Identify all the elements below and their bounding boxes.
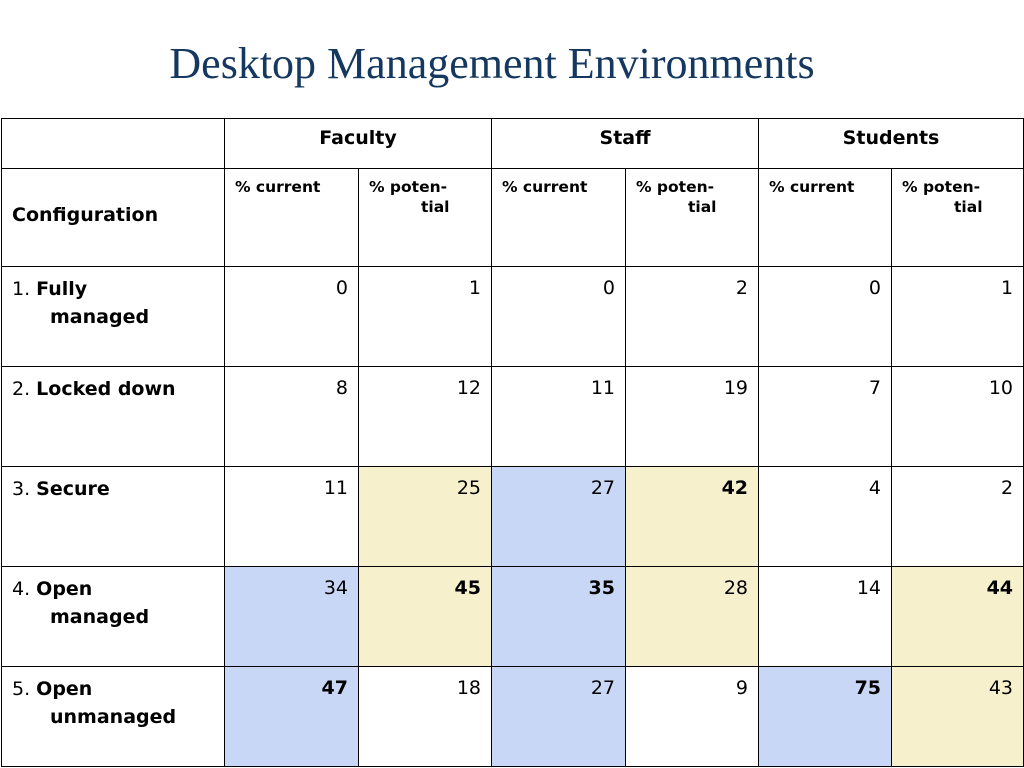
corner-cell: [2, 119, 225, 169]
group-header-faculty: Faculty: [225, 119, 492, 169]
sub-header-faculty-current: [225, 169, 359, 267]
cell-value-highlight: 27: [492, 667, 626, 767]
sub-header-staff-potential: [626, 169, 759, 267]
cell-value: 0: [225, 267, 359, 367]
cell-value: 12: [359, 367, 492, 467]
row-name: Secure: [36, 478, 110, 500]
cell-value: 0: [492, 267, 626, 367]
cell-value: 19: [626, 367, 759, 467]
sub-header-line: tial: [954, 198, 983, 216]
table-row: [2, 567, 1024, 667]
sub-header-row: [2, 169, 1024, 267]
cell-value: 9: [626, 667, 759, 767]
table-row: [2, 367, 1024, 467]
sub-header-faculty-potential: [359, 169, 492, 267]
row-name-line2: managed: [50, 306, 150, 328]
cell-value: 1: [359, 267, 492, 367]
row-number: 3.: [12, 478, 37, 500]
cell-value-highlight: 25: [359, 467, 492, 567]
sub-header-line: % poten-: [636, 178, 715, 196]
row-label-fully-managed: [2, 267, 225, 367]
cell-value: 1: [892, 267, 1024, 367]
row-label-locked-down: [2, 367, 225, 467]
row-name: Fully: [36, 278, 88, 300]
cell-value-highlight: 47: [225, 667, 359, 767]
cell-value: 2: [626, 267, 759, 367]
row-label-open-unmanaged: [2, 667, 225, 767]
sub-header-line: % current: [769, 178, 855, 196]
cell-value-highlight: 34: [225, 567, 359, 667]
cell-value-highlight: 42: [626, 467, 759, 567]
row-number: 2.: [12, 378, 37, 400]
cell-value-highlight: 45: [359, 567, 492, 667]
cell-value: 4: [759, 467, 892, 567]
sub-header-line: tial: [421, 198, 450, 216]
cell-value: 11: [225, 467, 359, 567]
cell-value-highlight: 44: [892, 567, 1024, 667]
cell-value-highlight: 28: [626, 567, 759, 667]
cell-value: 2: [892, 467, 1024, 567]
group-header-staff: Staff: [492, 119, 759, 169]
cell-value: 0: [759, 267, 892, 367]
row-name-line2: managed: [50, 606, 150, 628]
row-name: Open: [36, 578, 93, 600]
cell-value-highlight: 43: [892, 667, 1024, 767]
row-name: Locked down: [36, 378, 176, 400]
cell-value-highlight: 35: [492, 567, 626, 667]
page-title: Desktop Management Environments: [169, 39, 815, 88]
sub-header-line: % poten-: [902, 178, 981, 196]
sub-header-staff-current: [492, 169, 626, 267]
row-label-open-managed: [2, 567, 225, 667]
row-number: 1.: [12, 278, 37, 300]
cell-value-highlight: 27: [492, 467, 626, 567]
table-row: [2, 467, 1024, 567]
table-row: [2, 667, 1024, 767]
row-label-secure: [2, 467, 225, 567]
cell-value: 11: [492, 367, 626, 467]
sub-header-students-current: [759, 169, 892, 267]
row-number: 5.: [12, 678, 37, 700]
data-table: [1, 118, 1024, 767]
sub-header-students-potential: [892, 169, 1024, 267]
sub-header-line: % poten-: [369, 178, 448, 196]
group-header-row: [2, 119, 1024, 169]
sub-header-line: tial: [688, 198, 717, 216]
row-name: Open: [36, 678, 93, 700]
cell-value: 18: [359, 667, 492, 767]
table-row: [2, 267, 1024, 367]
cell-value: 14: [759, 567, 892, 667]
row-name-line2: unmanaged: [50, 706, 177, 728]
configuration-header: Configuration: [2, 169, 225, 267]
cell-value-highlight: 75: [759, 667, 892, 767]
cell-value: 7: [759, 367, 892, 467]
cell-value: 10: [892, 367, 1024, 467]
sub-header-line: % current: [502, 178, 588, 196]
cell-value: 8: [225, 367, 359, 467]
sub-header-line: % current: [235, 178, 321, 196]
row-number: 4.: [12, 578, 37, 600]
group-header-students: Students: [759, 119, 1024, 169]
